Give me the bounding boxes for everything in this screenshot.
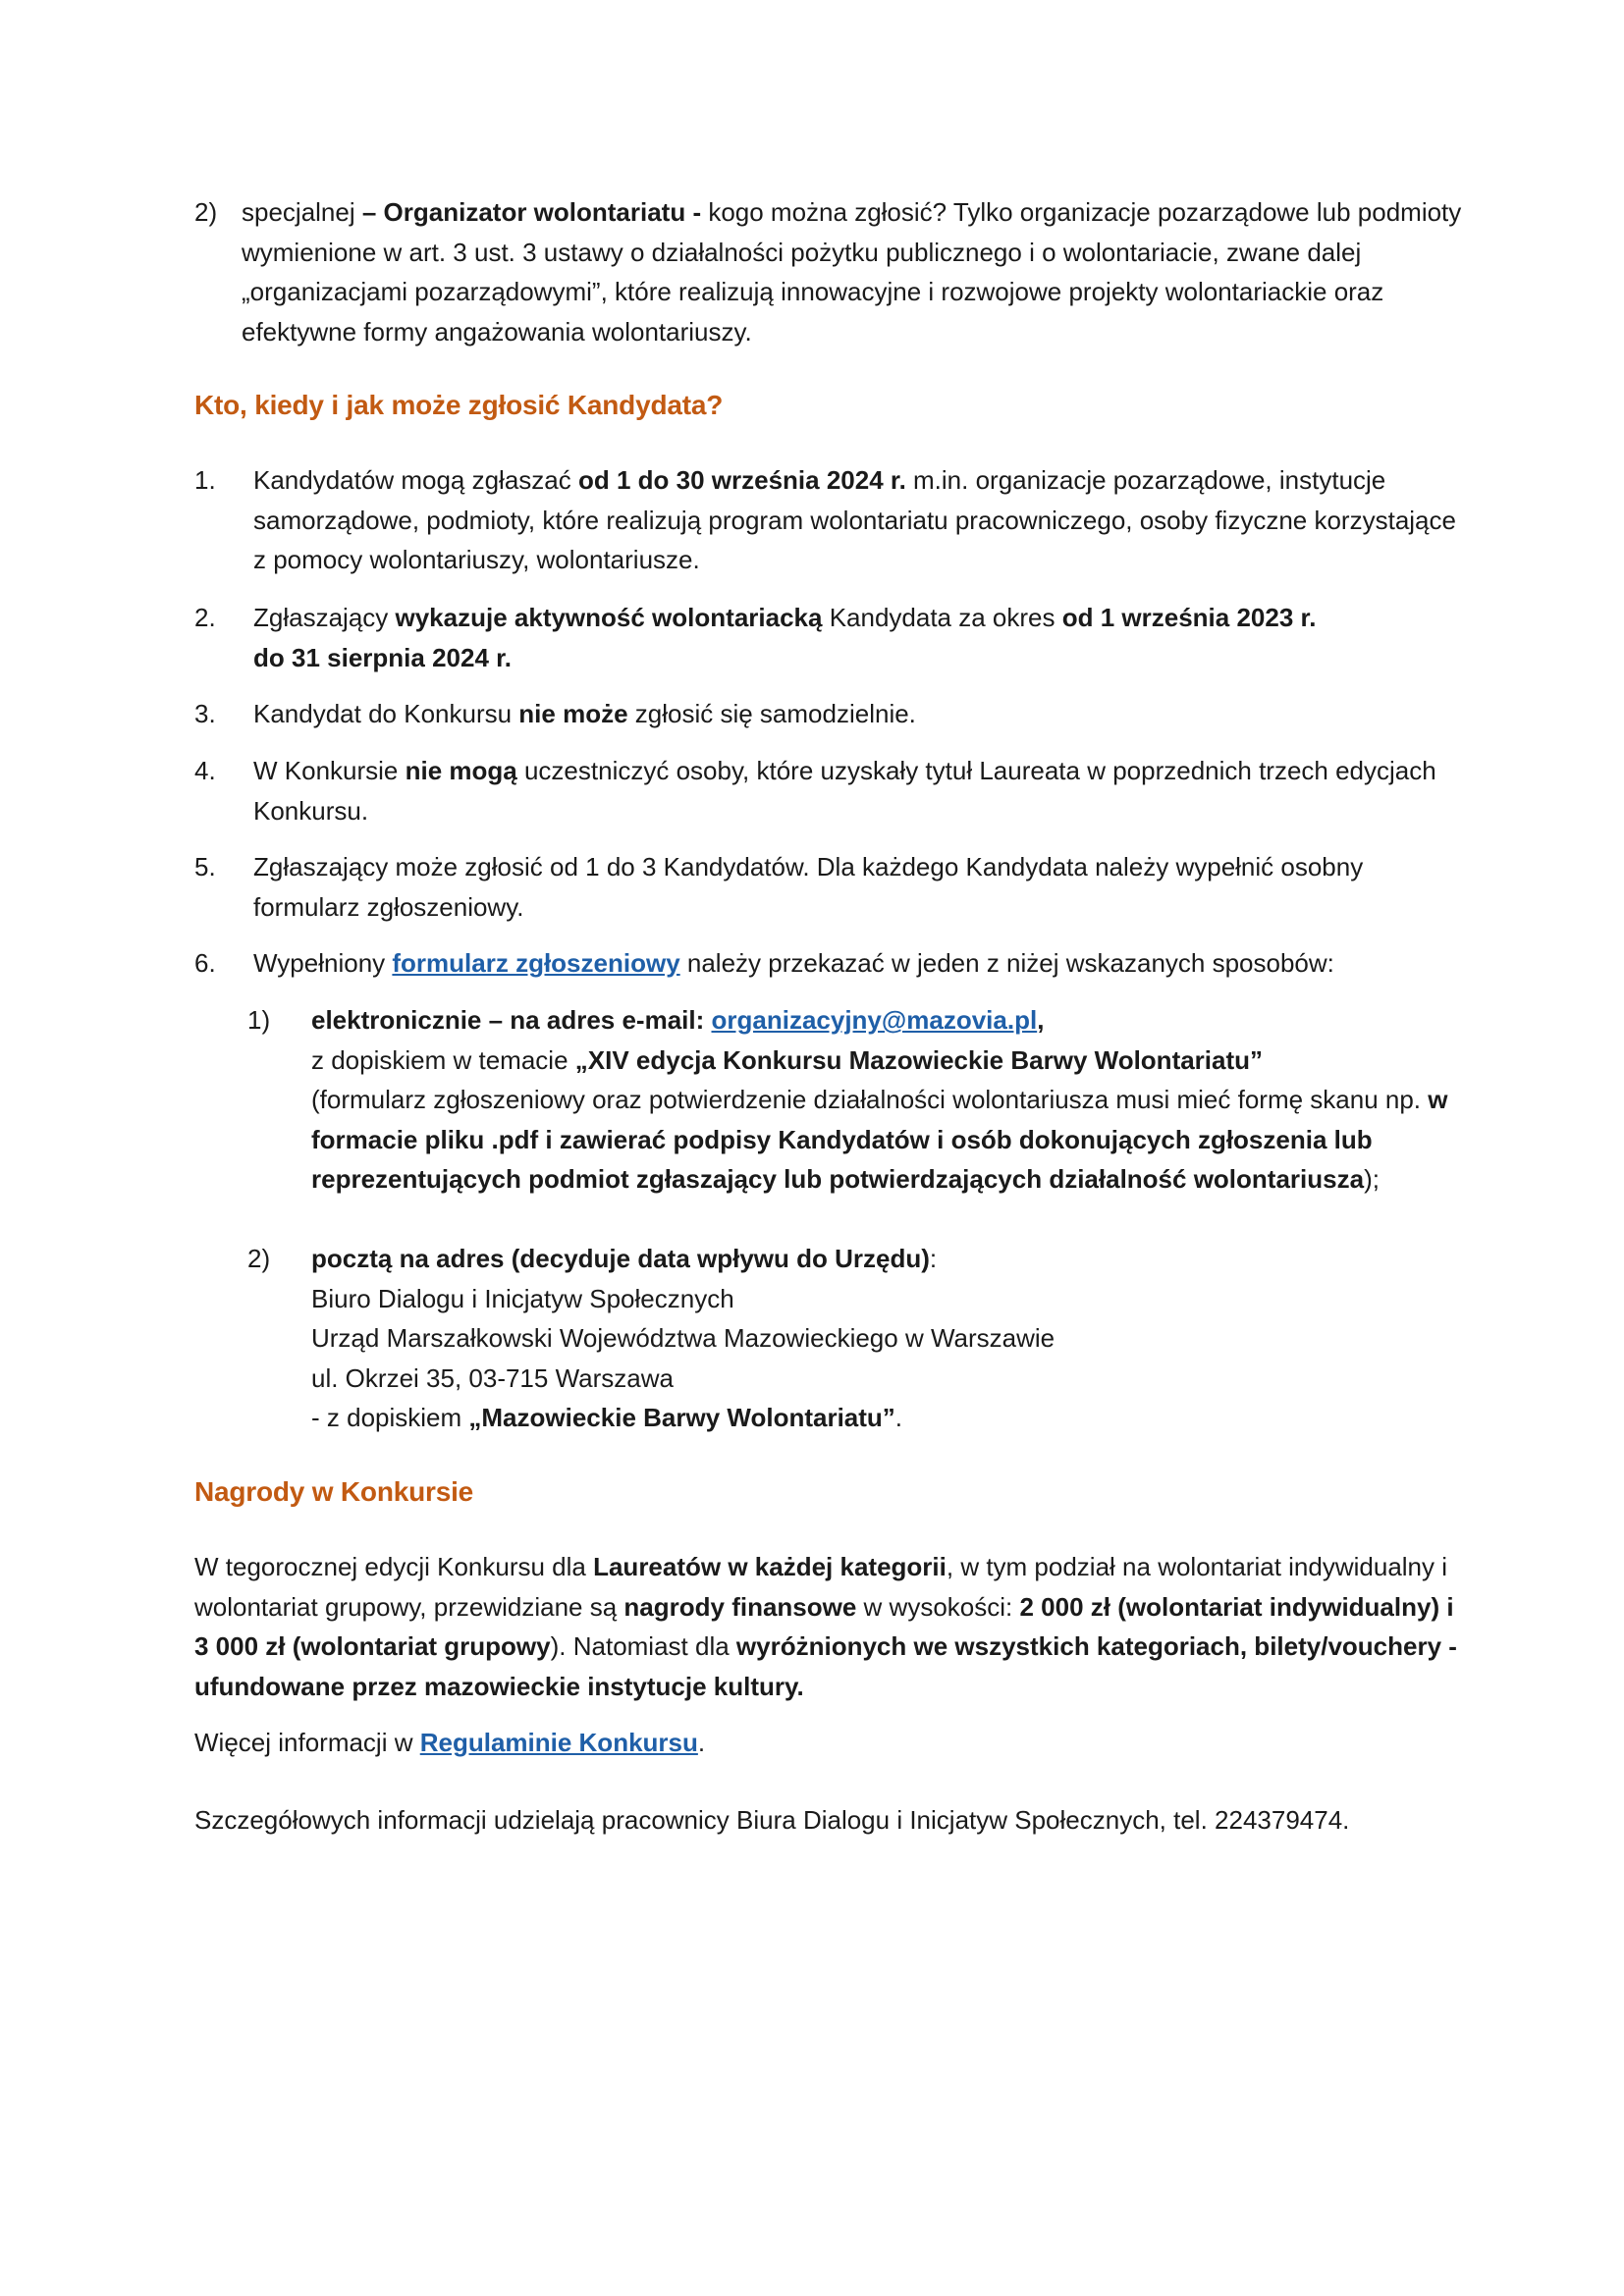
text-run: zgłosić się samodzielnie. <box>627 699 916 728</box>
text-run: : <box>929 1244 938 1273</box>
text-run: W tegorocznej edycji Konkursu dla <box>194 1552 594 1581</box>
list-item-number: 3. <box>194 699 216 728</box>
list-item-number: 6. <box>194 948 216 978</box>
list-item-text <box>242 192 1471 351</box>
list-item-text <box>253 460 1471 580</box>
address-line: Biuro Dialogu i Inicjatyw Społecznych <box>311 1283 734 1313</box>
sub-item-number: 2) <box>247 1244 271 1273</box>
bold-run: od 1 do 30 września 2024 r. <box>577 465 906 495</box>
text-run: specjalnej <box>242 197 362 227</box>
list-item-number: 1. <box>194 465 216 495</box>
sub-item-number: 1) <box>247 1005 271 1035</box>
list-item-text <box>253 598 1471 677</box>
text-run: uczestniczyć osoby, które uzyskały tytuł Laureata w poprzednich trzech edycjach Konkursu. <box>253 756 1436 826</box>
email-link[interactable]: organizacyjny@mazovia.pl <box>711 1005 1038 1035</box>
text-run: Zgłaszający <box>253 603 396 632</box>
bold-run: nie mogą <box>405 756 517 785</box>
sub-item-text <box>311 1000 1475 1200</box>
text-run: Więcej informacji w <box>194 1728 420 1757</box>
bold-run: – Organizator wolontariatu - <box>361 197 702 227</box>
bold-run: Laureatów w każdej kategorii <box>593 1552 947 1581</box>
bold-run: w formacie pliku .pdf i zawierać podpisy Kandydatów i osób dokonujących zgłoszenia lub reprezentujących podmiot zgłaszający lub potwierdzających działalność wolontariusza <box>311 1085 1448 1194</box>
text-run: m.in. organizacje pozarządowe, instytucje samorządowe, podmioty, które realizują program wolontariatu pracowniczego, osoby fizyczne korzystające z pomocy wolontariuszy, wolontariusze. <box>253 465 1456 574</box>
text-run: (formularz zgłoszeniowy oraz potwierdzenie działalności wolontariusza musi mieć formę skanu np. <box>311 1085 1429 1114</box>
bold-run: „XIV edycja Konkursu Mazowieckie Barwy Wolontariatu” <box>574 1044 1264 1075</box>
application-form-link[interactable]: formularz zgłoszeniowy <box>392 948 680 978</box>
more-info-paragraph <box>194 1723 1471 1763</box>
bold-run: elektronicznie – na adres e-mail: <box>311 1005 712 1035</box>
address-line: Urząd Marszałkowski Województwa Mazowieckiego w Warszawie <box>311 1323 1056 1353</box>
text-run: z dopiskiem w temacie <box>311 1044 575 1075</box>
bold-run: wyróżnionych we wszystkich kategoriach, bilety/vouchery - ufundowane przez mazowieckie instytucje kultury. <box>194 1631 1457 1701</box>
regulations-link[interactable]: Regulaminie Konkursu <box>419 1728 698 1757</box>
list-item-text <box>253 694 1471 734</box>
list-item-text <box>253 751 1471 830</box>
text-run: - z dopiskiem <box>311 1403 469 1432</box>
text-run: Kandydata za okres <box>822 603 1062 632</box>
bold-run: pocztą na adres (decyduje data wpływu do Urzędu) <box>311 1244 930 1273</box>
bold-run: do 31 sierpnia 2024 r. <box>253 642 513 672</box>
list-item-number: 2. <box>194 603 216 632</box>
address-line: ul. Okrzei 35, 03-715 Warszawa <box>311 1362 674 1393</box>
bold-run: wykazuje aktywność wolontariacką <box>395 603 823 632</box>
bold-run: „Mazowieckie Barwy Wolontariatu” <box>468 1403 895 1432</box>
sub-item-text <box>311 1239 1475 1438</box>
section-heading-candidates: Kto, kiedy i jak może zgłosić Kandydata? <box>194 390 724 420</box>
list-item-text: Zgłaszający może zgłosić od 1 do 3 Kandydatów. Dla każdego Kandydata należy wypełnić osobny formularz zgłoszeniowy. <box>253 852 1364 922</box>
bold-run: , <box>1037 1005 1045 1035</box>
text-run: ); <box>1364 1164 1380 1194</box>
bold-run: 2 000 zł (wolontariat indywidualny) i 3 000 zł (wolontariat grupowy <box>194 1591 1454 1661</box>
list-item-number: 2) <box>194 197 218 227</box>
bold-run: nie może <box>518 699 628 728</box>
text-run: Kandydat do Konkursu <box>253 699 519 728</box>
text-run: . <box>894 1403 903 1432</box>
prizes-paragraph <box>194 1547 1471 1706</box>
text-run: ). Natomiast dla <box>550 1631 736 1661</box>
text-run: należy przekazać w jeden z niżej wskazanych sposobów: <box>679 948 1334 978</box>
contact-paragraph: Szczegółowych informacji udzielają pracownicy Biura Dialogu i Inicjatyw Społecznych, tel. 224379474. <box>194 1805 1350 1835</box>
text-run: Wypełniony <box>253 948 393 978</box>
text-run: W Konkursie <box>253 756 406 785</box>
text-run: Kandydatów mogą zgłaszać <box>253 465 578 495</box>
text-run: , w tym podział na wolontariat indywidualny i wolontariat grupowy, przewidziane są <box>194 1552 1448 1622</box>
list-item-number: 4. <box>194 756 216 785</box>
text-run: . <box>697 1728 706 1757</box>
list-item-text <box>253 943 1471 984</box>
bold-run: nagrody finansowe <box>623 1591 857 1622</box>
bold-run: od 1 września 2023 r. <box>1061 603 1317 632</box>
section-heading-prizes: Nagrody w Konkursie <box>194 1476 474 1507</box>
list-item-number: 5. <box>194 852 216 881</box>
text-run: w wysokości: <box>856 1591 1020 1622</box>
text-run: kogo można zgłosić? Tylko organizacje pozarządowe lub podmioty wymienione w art. 3 ust. 3 ustawy o działalności pożytku publicznego i o wolontariacie, zwane dalej „organizacjami pozarządowymi”, które realizują innowacyjne i rozwojowe projekty wolontariackie oraz efektywne formy angażowania wolontariuszy. <box>242 197 1462 347</box>
